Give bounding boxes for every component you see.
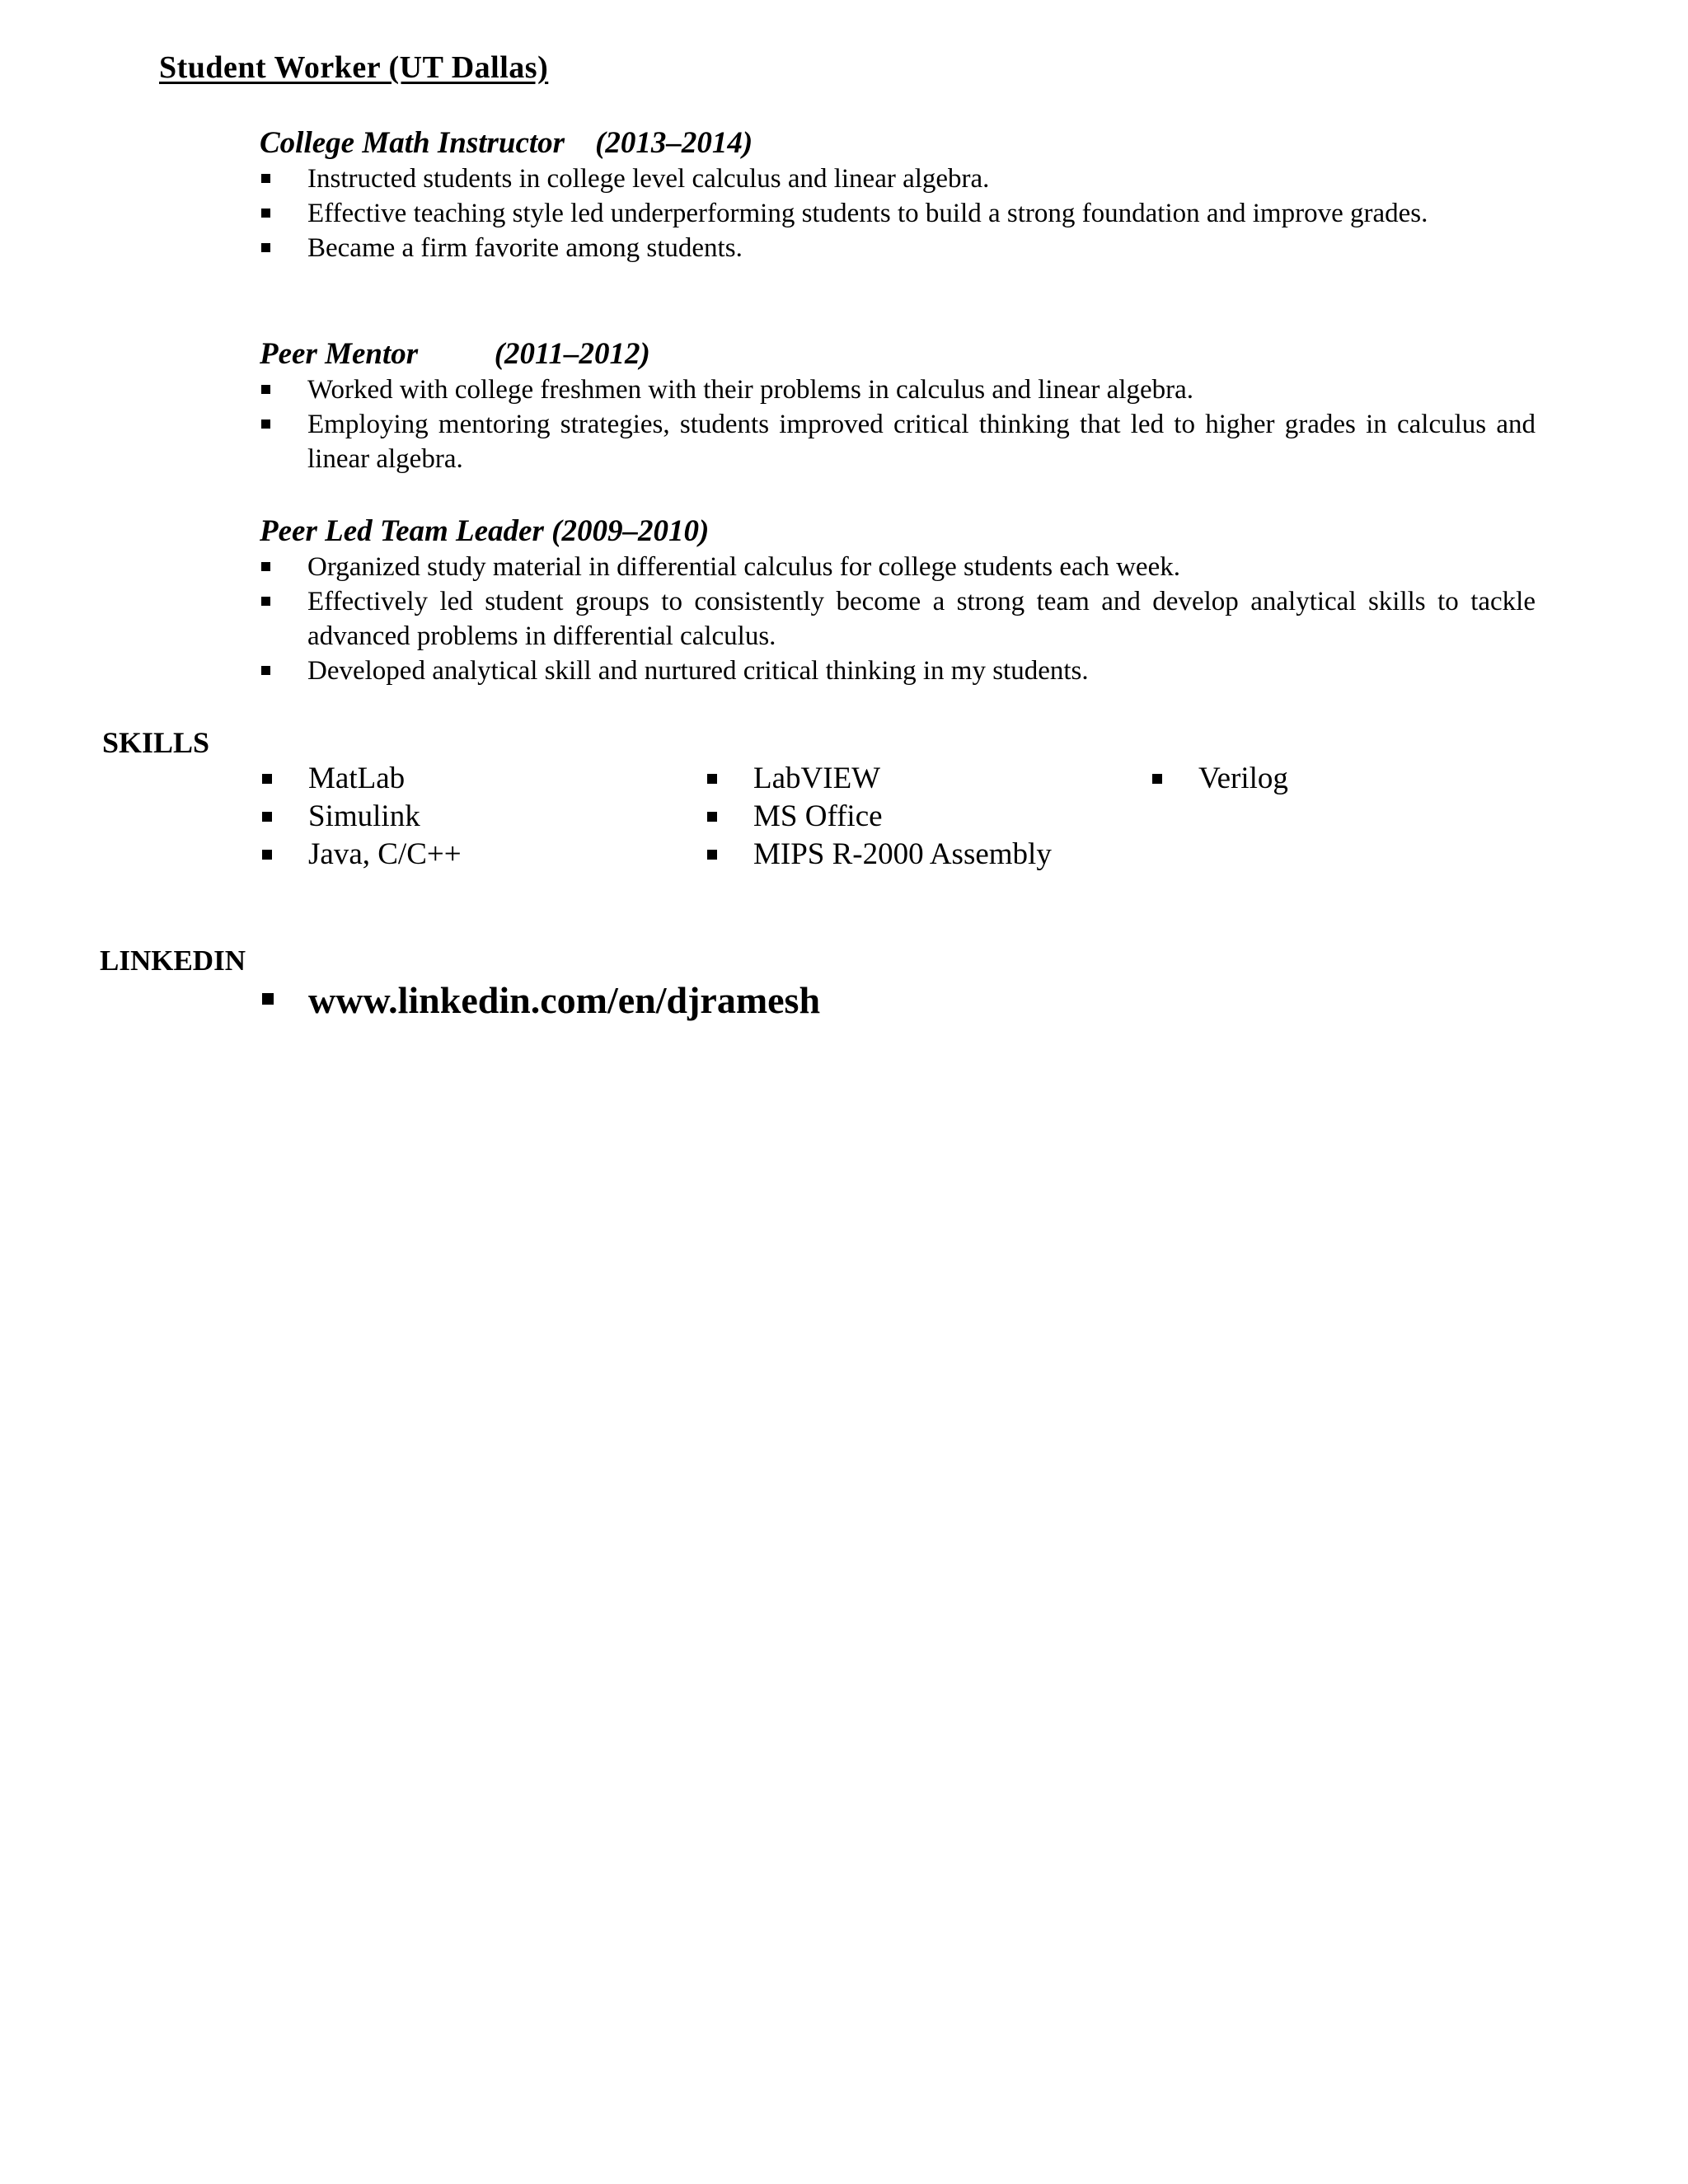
role-title: Peer Mentor bbox=[260, 337, 419, 371]
bullet-square-icon bbox=[262, 812, 272, 822]
skill-label: Java, C/C++ bbox=[308, 837, 462, 871]
role-peer-mentor bbox=[260, 336, 1536, 476]
bullet-square-icon bbox=[261, 419, 270, 429]
bullet-square-icon bbox=[261, 209, 270, 218]
role-dates: (2013–2014) bbox=[595, 126, 753, 160]
bullet-square-icon bbox=[1152, 774, 1162, 784]
role-title-line bbox=[260, 125, 1536, 162]
list-item bbox=[260, 162, 1536, 196]
list-item bbox=[260, 550, 1536, 584]
list-item bbox=[260, 654, 1536, 688]
bullet-square-icon bbox=[261, 243, 270, 252]
bullet-square-icon bbox=[261, 666, 270, 675]
bullet-square-icon bbox=[261, 597, 270, 606]
employer-heading: Student Worker (UT Dallas) bbox=[159, 50, 549, 85]
list-item bbox=[260, 196, 1536, 231]
skill-label: Simulink bbox=[308, 799, 420, 833]
bullet-text: Instructed students in college level calculus and linear algebra. bbox=[307, 164, 990, 194]
bullet-square-icon bbox=[261, 385, 270, 394]
skills-grid bbox=[262, 760, 1334, 883]
skill-item bbox=[1152, 760, 1288, 798]
skill-item bbox=[707, 760, 880, 798]
skill-label: Verilog bbox=[1198, 762, 1288, 795]
list-item bbox=[260, 584, 1536, 654]
bullet-square-icon bbox=[707, 774, 717, 784]
bullet-square-icon bbox=[262, 774, 272, 784]
role-title-line bbox=[260, 336, 1536, 373]
list-item bbox=[260, 373, 1536, 407]
skills-heading: SKILLS bbox=[102, 726, 210, 759]
role-dates: (2011–2012) bbox=[494, 337, 650, 371]
role-peer-led-team-leader bbox=[260, 513, 1536, 688]
role-bullet-list bbox=[260, 550, 1536, 688]
skill-item bbox=[707, 798, 883, 836]
bullet-text: Employing mentoring strategies, students improved critical thinking that led to higher grades in calculus and linear algebra. bbox=[307, 410, 1536, 474]
role-title: College Math Instructor bbox=[260, 126, 565, 160]
skill-item bbox=[262, 836, 462, 874]
skill-item bbox=[262, 760, 405, 798]
linkedin-item bbox=[262, 977, 820, 1024]
role-bullet-list bbox=[260, 373, 1536, 476]
bullet-text: Organized study material in differential calculus for college students each week. bbox=[307, 552, 1180, 582]
role-college-math-instructor bbox=[260, 125, 1536, 265]
list-item bbox=[260, 407, 1536, 476]
skill-item bbox=[262, 798, 420, 836]
skill-label: LabVIEW bbox=[753, 762, 881, 795]
role-title: Peer Led Team Leader bbox=[260, 514, 544, 548]
bullet-text: Worked with college freshmen with their problems in calculus and linear algebra. bbox=[307, 375, 1193, 405]
bullet-square-icon bbox=[261, 174, 270, 183]
skill-label: MS Office bbox=[753, 799, 883, 833]
bullet-text: Became a firm favorite among students. bbox=[307, 233, 743, 263]
role-bullet-list bbox=[260, 162, 1536, 265]
bullet-square-icon bbox=[707, 850, 717, 860]
bullet-text: Effective teaching style led underperforming students to build a strong foundation and improve grades. bbox=[307, 199, 1428, 228]
skill-label: MatLab bbox=[308, 762, 406, 795]
role-title-line bbox=[260, 513, 1536, 550]
skill-label: MIPS R-2000 Assembly bbox=[753, 837, 1052, 871]
bullet-square-icon bbox=[261, 562, 270, 571]
linkedin-link[interactable]: www.linkedin.com/en/djramesh bbox=[308, 979, 821, 1021]
bullet-square-icon bbox=[707, 812, 717, 822]
linkedin-heading: LINKEDIN bbox=[100, 944, 246, 977]
bullet-square-icon bbox=[262, 850, 272, 860]
bullet-text: Developed analytical skill and nurtured critical thinking in my students. bbox=[307, 656, 1089, 686]
bullet-text: Effectively led student groups to consistently become a strong team and develop analytical skills to tackle advanced problems in differential calculus. bbox=[307, 587, 1536, 651]
bullet-square-icon bbox=[262, 993, 274, 1005]
skill-item bbox=[707, 836, 1052, 874]
list-item bbox=[260, 231, 1536, 265]
role-dates: (2009–2010) bbox=[551, 514, 710, 548]
